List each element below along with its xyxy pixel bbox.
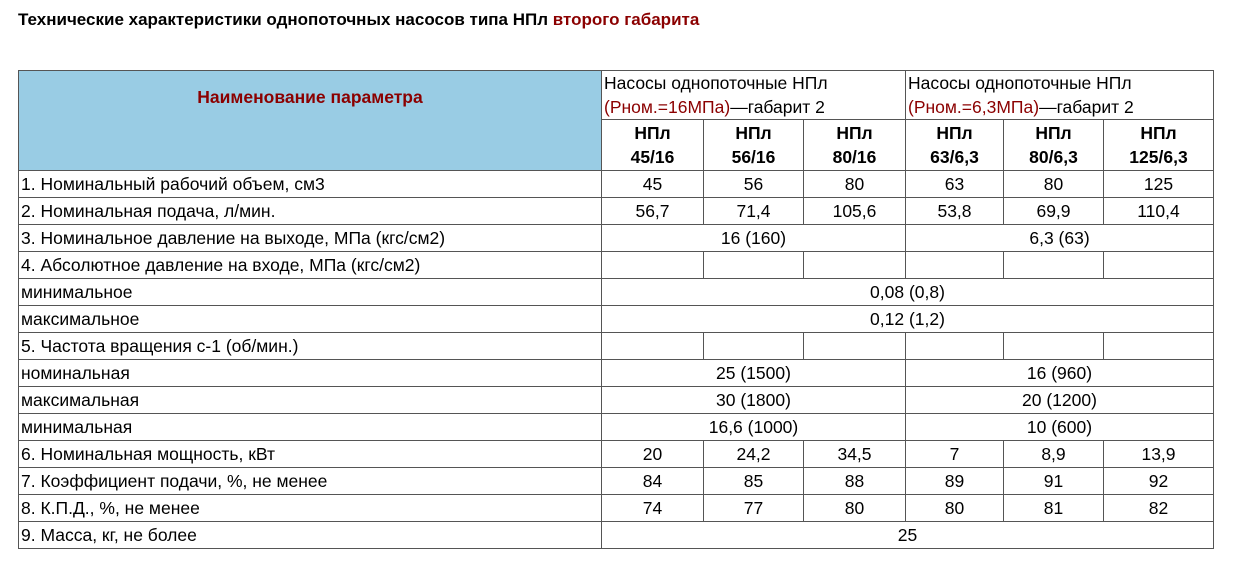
value-cell: 20 [602, 441, 704, 468]
model-code: 80/16 [832, 147, 877, 167]
value-cell: 80 [1004, 171, 1104, 198]
value-cell [906, 252, 1004, 279]
table-row [19, 306, 1214, 333]
param-label: 7. Коэффициент подачи, %, не менее [19, 468, 602, 495]
value-cell: 89 [906, 468, 1004, 495]
value-cell: 53,8 [906, 198, 1004, 225]
table-row [19, 522, 1214, 549]
value-cell: 125 [1104, 171, 1214, 198]
group-pressure: (Рном.=16МПа) [604, 97, 731, 117]
table-row [19, 468, 1214, 495]
value-cell: 77 [704, 495, 804, 522]
model-type: НПл [634, 123, 671, 143]
model-code: 125/6,3 [1129, 147, 1188, 167]
value-cell: 82 [1104, 495, 1214, 522]
value-cell: 24,2 [704, 441, 804, 468]
param-label: 3. Номинальное давление на выходе, МПа (кгс/см2) [19, 225, 602, 252]
param-label: номинальная [19, 360, 602, 387]
param-label: 6. Номинальная мощность, кВт [19, 441, 602, 468]
param-label: 9. Масса, кг, не более [19, 522, 602, 549]
model-header [906, 120, 1004, 171]
value-cell-all: 0,12 (1,2) [602, 306, 1214, 333]
value-cell: 13,9 [1104, 441, 1214, 468]
table-row [19, 252, 1214, 279]
table-row [19, 387, 1214, 414]
value-cell: 71,4 [704, 198, 804, 225]
value-cell-group-16: 16,6 (1000) [602, 414, 906, 441]
value-cell [804, 333, 906, 360]
model-header [1004, 120, 1104, 171]
param-label: 1. Номинальный рабочий объем, см3 [19, 171, 602, 198]
param-label: максимальная [19, 387, 602, 414]
table-row [19, 171, 1214, 198]
value-cell [704, 333, 804, 360]
value-cell: 91 [1004, 468, 1104, 495]
value-cell: 92 [1104, 468, 1214, 495]
model-header [704, 120, 804, 171]
param-label: 5. Частота вращения с-1 (об/мин.) [19, 333, 602, 360]
model-type: НПл [735, 123, 772, 143]
value-cell-group-6-3: 20 (1200) [906, 387, 1214, 414]
value-cell: 56 [704, 171, 804, 198]
model-code: 63/6,3 [930, 147, 979, 167]
value-cell: 69,9 [1004, 198, 1104, 225]
value-cell [1104, 252, 1214, 279]
table-row [19, 333, 1214, 360]
param-label: минимальная [19, 414, 602, 441]
param-label: максимальное [19, 306, 602, 333]
value-cell: 110,4 [1104, 198, 1214, 225]
value-cell [804, 252, 906, 279]
value-cell: 74 [602, 495, 704, 522]
param-label: минимальное [19, 279, 602, 306]
group-title: Насосы однопоточные НПл [908, 73, 1132, 93]
value-cell: 80 [804, 495, 906, 522]
value-cell: 80 [804, 171, 906, 198]
value-cell-group-16: 25 (1500) [602, 360, 906, 387]
value-cell: 85 [704, 468, 804, 495]
group-header-16 [602, 71, 906, 120]
value-cell: 80 [906, 495, 1004, 522]
value-cell-group-6-3: 6,3 (63) [906, 225, 1214, 252]
value-cell-group-16: 16 (160) [602, 225, 906, 252]
title-main: Технические характеристики однопоточных насосов типа НПл [18, 10, 549, 29]
param-label: 8. К.П.Д., %, не менее [19, 495, 602, 522]
value-cell-all: 0,08 (0,8) [602, 279, 1214, 306]
value-cell-group-6-3: 16 (960) [906, 360, 1214, 387]
group-pressure: (Рном.=6,3МПа) [908, 97, 1040, 117]
value-cell [602, 333, 704, 360]
group-size: —габарит 2 [1039, 97, 1134, 117]
table-row [19, 198, 1214, 225]
value-cell [602, 252, 704, 279]
param-label: 4. Абсолютное давление на входе, МПа (кгс/см2) [19, 252, 602, 279]
page-title [18, 10, 699, 30]
value-cell [906, 333, 1004, 360]
table-row [19, 414, 1214, 441]
value-cell [704, 252, 804, 279]
model-header [1104, 120, 1214, 171]
value-cell-group-6-3: 10 (600) [906, 414, 1214, 441]
model-type: НПл [1035, 123, 1072, 143]
value-cell-all: 25 [602, 522, 1214, 549]
value-cell: 63 [906, 171, 1004, 198]
table-row [19, 360, 1214, 387]
value-cell [1004, 333, 1104, 360]
value-cell: 56,7 [602, 198, 704, 225]
group-title: Насосы однопоточные НПл [604, 73, 828, 93]
value-cell: 45 [602, 171, 704, 198]
value-cell: 105,6 [804, 198, 906, 225]
value-cell: 7 [906, 441, 1004, 468]
value-cell: 84 [602, 468, 704, 495]
value-cell: 34,5 [804, 441, 906, 468]
table-row [19, 225, 1214, 252]
model-type: НПл [1140, 123, 1177, 143]
table-row [19, 495, 1214, 522]
model-header [602, 120, 704, 171]
param-label: 2. Номинальная подача, л/мин. [19, 198, 602, 225]
group-header-6-3 [906, 71, 1214, 120]
value-cell: 81 [1004, 495, 1104, 522]
value-cell-group-16: 30 (1800) [602, 387, 906, 414]
model-code: 56/16 [731, 147, 776, 167]
model-type: НПл [936, 123, 973, 143]
title-accent: второго габарита [552, 10, 700, 29]
value-cell: 88 [804, 468, 906, 495]
value-cell [1104, 333, 1214, 360]
group-size: —габарит 2 [730, 97, 825, 117]
param-header: Наименование параметра [19, 71, 602, 171]
table-row [19, 279, 1214, 306]
model-header [804, 120, 906, 171]
model-type: НПл [836, 123, 873, 143]
table-row [19, 441, 1214, 468]
value-cell [1004, 252, 1104, 279]
model-code: 80/6,3 [1029, 147, 1078, 167]
value-cell: 8,9 [1004, 441, 1104, 468]
header-row-groups [19, 71, 1214, 120]
specs-table [18, 70, 1214, 549]
model-code: 45/16 [630, 147, 675, 167]
